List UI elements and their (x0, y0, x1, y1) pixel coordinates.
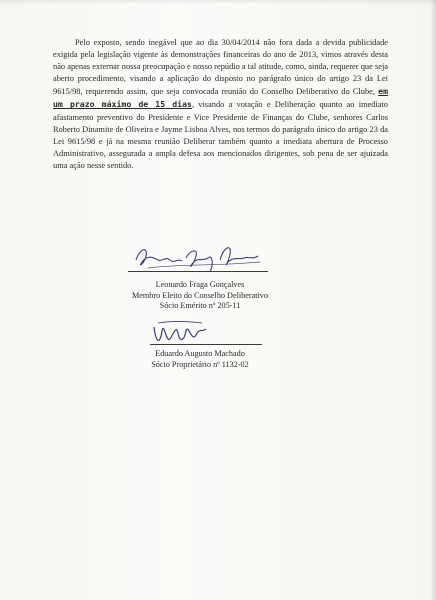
signature-2-handwritten (150, 313, 210, 353)
signatory-2-name: Eduardo Augusto Machado (155, 349, 245, 358)
signature-line-2 (150, 344, 262, 345)
signatory-2-id: Sócio Proprietário nº 1132-02 (151, 359, 249, 369)
signatory-1-block (100, 280, 300, 312)
deadline-highlight: em um prazo máximo de 15 dias (53, 86, 388, 110)
page-top-shadow (0, 0, 436, 4)
signatory-1-role: Membro Eleito do Conselho Deliberativo (132, 290, 268, 300)
signatory-1-id: Sócio Emérito nº 205-11 (159, 301, 241, 311)
signature-1-handwritten (128, 238, 268, 278)
signatory-1-name: Leonardo Fraga Gonçalves (155, 280, 245, 289)
body-text-part2: , visando a votação e Deliberação quanto ao imediato afastamento preventivo do Presidente e Vice Presidente de Finanças do Clube, senhores Carlos Roberto Dinamite de Oliveira e Jayme Lisboa Alves, nos termos do parágrafo único do artigo 23 da Lei 9615/98 e já na mesma reunião Deliberar também quanto a imediata abertura de Processo Administrativo, assegurada a ampla defesa aos mencionados dirigentes, sob pena de ser ajuizada uma ação nesse sentido. (53, 100, 388, 170)
signature-line-1 (128, 271, 268, 272)
signatory-2-block (100, 349, 300, 370)
page-right-shadow (430, 0, 436, 600)
body-text-part1: Pelo exposto, sendo inegável que ao dia 30/04/2014 não fora dada a devida publicidade exigida pela legislação vigente às demonstrações financeiras do ano de 2013, vimos através desta não apenas externar nossa preocupação e nosso repúdio a tal atitude, como, ainda, requerer que seja aberto procedimento, visando a aplicação do disposto no parágrafo único do artigo 23 da Lei 9615/98, requerendo assim, que seja convocada reunião do Conselho Deliberativo do Clube, (53, 38, 388, 97)
body-paragraph (53, 37, 388, 172)
